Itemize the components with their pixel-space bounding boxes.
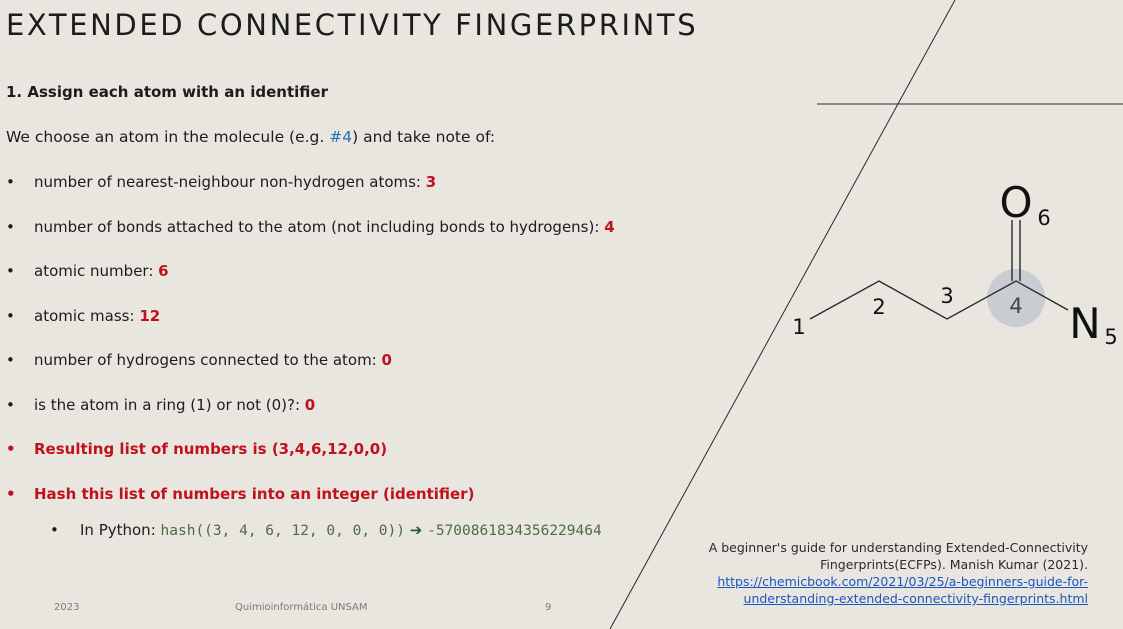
bullet-dot: • (6, 440, 16, 458)
bullet-dot: • (6, 173, 15, 191)
atom-2-label: 2 (872, 295, 886, 319)
bullet-dot: • (6, 351, 15, 369)
intro-highlight: #4 (329, 128, 353, 146)
bullet-dot: • (6, 262, 15, 280)
bullet-value: 3 (425, 173, 437, 191)
bullet-value: 4 (604, 218, 615, 236)
nitrogen-label: N (1069, 299, 1101, 348)
bullet-label: number of bonds attached to the atom (not including bonds to hydrogens): (34, 218, 605, 236)
bullet-dot: • (50, 521, 59, 539)
bullet-value: 0 (381, 351, 392, 369)
python-label: In Python: (80, 521, 156, 539)
atom-3-label: 3 (940, 284, 954, 308)
citation (668, 539, 1088, 607)
result-text: Resulting list of numbers is (3,4,6,12,0,0) (34, 440, 388, 458)
bullet-dot: • (6, 307, 15, 325)
bullet-value: 0 (304, 396, 316, 414)
nitrogen-index-label: 5 (1104, 325, 1118, 349)
page-title: EXTENDED CONNECTIVITY FINGERPRINTS (6, 8, 699, 42)
python-code: hash((3, 4, 6, 12, 0, 0, 0)) (160, 523, 405, 539)
hash-text: Hash this list of numbers into an integer (identifier) (34, 485, 475, 503)
footer-year: 2023 (54, 602, 80, 613)
citation-link-line-2[interactable]: understanding-extended-connectivity-fingerprints.html (743, 591, 1088, 606)
bullet-label: number of nearest-neighbour non-hydrogen atoms: (34, 173, 426, 191)
bullet-label: is the atom in a ring (1) or not (0)?: (34, 396, 305, 414)
bullet-label: atomic number: (34, 262, 159, 280)
intro-text-after: ) and take note of: (352, 128, 496, 146)
arrow-icon: ➔ (409, 521, 423, 539)
bullet-value: 12 (139, 307, 161, 325)
atom-1-label: 1 (792, 315, 806, 339)
intro-text-before: We choose an atom in the molecule (e.g. (6, 128, 330, 146)
bullet-dot: • (6, 485, 16, 503)
python-result: -5700861834356229464 (427, 523, 602, 539)
step-heading: 1. Assign each atom with an identifier (6, 83, 328, 101)
atom-4-label: 4 (1009, 294, 1023, 318)
oxygen-index-label: 6 (1037, 206, 1051, 230)
bullet-dot: • (6, 396, 15, 414)
footer-page-number: 9 (545, 602, 552, 613)
citation-text: A beginner's guide for understanding Extended-Connectivity Fingerprints(ECFPs). Manish Kumar (2021). (708, 540, 1088, 572)
footer-course: Quimioinformática UNSAM (235, 602, 368, 613)
oxygen-label: O (999, 178, 1033, 227)
bullet-value: 6 (158, 262, 169, 280)
bullet-label: number of hydrogens connected to the atom: (34, 351, 382, 369)
bullet-label: atomic mass: (34, 307, 140, 325)
citation-link-line-1[interactable]: https://chemicbook.com/2021/03/25/a-beginners-guide-for- (717, 574, 1088, 589)
bullet-dot: • (6, 218, 15, 236)
